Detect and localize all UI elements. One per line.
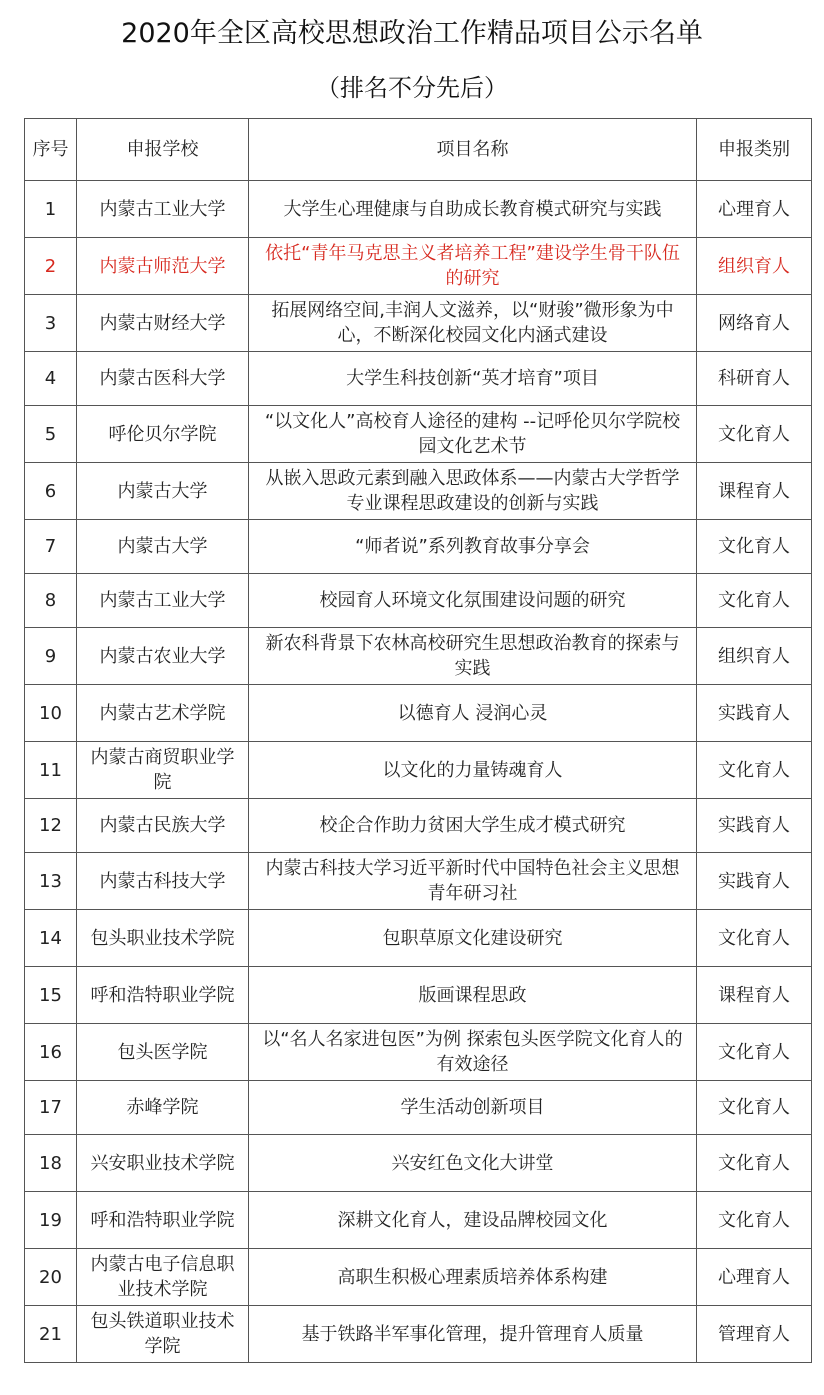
cell-category: 课程育人: [697, 463, 812, 520]
cell-school: 呼和浩特职业学院: [77, 967, 249, 1024]
cell-category: 实践育人: [697, 685, 812, 742]
cell-project: 校园育人环境文化氛围建设问题的研究: [249, 574, 697, 628]
cell-number: 13: [25, 853, 77, 910]
cell-category: 组织育人: [697, 238, 812, 295]
header-project: 项目名称: [249, 119, 697, 181]
cell-category: 文化育人: [697, 406, 812, 463]
cell-number: 14: [25, 910, 77, 967]
document-title: 2020年全区高校思想政治工作精品项目公示名单: [121, 18, 703, 49]
table-row: [25, 685, 812, 742]
cell-number: 12: [25, 799, 77, 853]
cell-project: 以“名人名家进包医”为例 探索包头医学院文化育人的有效途径: [249, 1024, 697, 1081]
cell-project: 大学生心理健康与自助成长教育模式研究与实践: [249, 181, 697, 238]
cell-project: 校企合作助力贫困大学生成才模式研究: [249, 799, 697, 853]
cell-school: 内蒙古工业大学: [77, 574, 249, 628]
cell-category: 文化育人: [697, 1024, 812, 1081]
cell-category: 网络育人: [697, 295, 812, 352]
cell-number: 16: [25, 1024, 77, 1081]
cell-school: 内蒙古大学: [77, 463, 249, 520]
cell-school: 赤峰学院: [77, 1081, 249, 1135]
cell-school: 内蒙古艺术学院: [77, 685, 249, 742]
table-row: [25, 463, 812, 520]
cell-school: 呼和浩特职业学院: [77, 1192, 249, 1249]
cell-project: 基于铁路半军事化管理，提升管理育人质量: [249, 1306, 697, 1363]
table-row: [25, 1249, 812, 1306]
cell-project: 依托“青年马克思主义者培养工程”建设学生骨干队伍的研究: [249, 238, 697, 295]
cell-project: 兴安红色文化大讲堂: [249, 1135, 697, 1192]
project-table: [24, 118, 812, 1363]
table-row: [25, 742, 812, 799]
cell-project: 以德育人 浸润心灵: [249, 685, 697, 742]
table-row: [25, 1306, 812, 1363]
cell-number: 20: [25, 1249, 77, 1306]
table-row: [25, 853, 812, 910]
cell-project: 以文化的力量铸魂育人: [249, 742, 697, 799]
table-row: [25, 406, 812, 463]
table-row: [25, 574, 812, 628]
cell-category: 课程育人: [697, 967, 812, 1024]
cell-number: 6: [25, 463, 77, 520]
cell-category: 管理育人: [697, 1306, 812, 1363]
cell-school: 兴安职业技术学院: [77, 1135, 249, 1192]
cell-category: 文化育人: [697, 910, 812, 967]
cell-school: 内蒙古医科大学: [77, 352, 249, 406]
cell-number: 2: [25, 238, 77, 295]
cell-number: 1: [25, 181, 77, 238]
cell-project: 大学生科技创新“英才培育”项目: [249, 352, 697, 406]
cell-project: 版画课程思政: [249, 967, 697, 1024]
cell-number: 3: [25, 295, 77, 352]
cell-project: 拓展网络空间,丰润人文滋养，以“财骏”微形象为中心，不断深化校园文化内涵式建设: [249, 295, 697, 352]
cell-project: 内蒙古科技大学习近平新时代中国特色社会主义思想青年研习社: [249, 853, 697, 910]
cell-category: 文化育人: [697, 574, 812, 628]
cell-school: 内蒙古工业大学: [77, 181, 249, 238]
cell-category: 文化育人: [697, 1135, 812, 1192]
table-row: [25, 910, 812, 967]
table-row: [25, 520, 812, 574]
document-subtitle: （排名不分先后）: [316, 74, 508, 102]
cell-school: 包头铁道职业技术学院: [77, 1306, 249, 1363]
table-row: [25, 295, 812, 352]
cell-school: 内蒙古农业大学: [77, 628, 249, 685]
table-row: [25, 967, 812, 1024]
cell-category: 科研育人: [697, 352, 812, 406]
table-header-row: [25, 119, 812, 181]
cell-number: 4: [25, 352, 77, 406]
cell-category: 文化育人: [697, 742, 812, 799]
cell-project: 包职草原文化建设研究: [249, 910, 697, 967]
cell-category: 文化育人: [697, 1081, 812, 1135]
cell-number: 7: [25, 520, 77, 574]
cell-category: 实践育人: [697, 799, 812, 853]
cell-school: 内蒙古大学: [77, 520, 249, 574]
table-row: [25, 1024, 812, 1081]
table-row: [25, 181, 812, 238]
cell-school: 内蒙古师范大学: [77, 238, 249, 295]
cell-number: 8: [25, 574, 77, 628]
cell-number: 21: [25, 1306, 77, 1363]
cell-number: 9: [25, 628, 77, 685]
cell-project: 学生活动创新项目: [249, 1081, 697, 1135]
table-row: [25, 1081, 812, 1135]
cell-school: 内蒙古财经大学: [77, 295, 249, 352]
header-number: 序号: [25, 119, 77, 181]
cell-project: 新农科背景下农林高校研究生思想政治教育的探索与实践: [249, 628, 697, 685]
cell-school: 呼伦贝尔学院: [77, 406, 249, 463]
header-school: 申报学校: [77, 119, 249, 181]
cell-school: 内蒙古商贸职业学院: [77, 742, 249, 799]
table-row: [25, 628, 812, 685]
cell-number: 17: [25, 1081, 77, 1135]
cell-number: 18: [25, 1135, 77, 1192]
cell-project: “师者说”系列教育故事分享会: [249, 520, 697, 574]
cell-number: 5: [25, 406, 77, 463]
table-row: [25, 1135, 812, 1192]
cell-project: “以文化人”高校育人途径的建构 --记呼伦贝尔学院校园文化艺术节: [249, 406, 697, 463]
cell-project: 从嵌入思政元素到融入思政体系——内蒙古大学哲学专业课程思政建设的创新与实践: [249, 463, 697, 520]
cell-school: 包头医学院: [77, 1024, 249, 1081]
cell-category: 心理育人: [697, 181, 812, 238]
cell-project: 高职生积极心理素质培养体系构建: [249, 1249, 697, 1306]
table-row: [25, 352, 812, 406]
cell-category: 实践育人: [697, 853, 812, 910]
table-row: [25, 1192, 812, 1249]
cell-school: 内蒙古电子信息职业技术学院: [77, 1249, 249, 1306]
cell-number: 19: [25, 1192, 77, 1249]
cell-school: 内蒙古民族大学: [77, 799, 249, 853]
cell-number: 15: [25, 967, 77, 1024]
table-body: [25, 181, 812, 1363]
cell-category: 组织育人: [697, 628, 812, 685]
cell-school: 包头职业技术学院: [77, 910, 249, 967]
table-row: [25, 799, 812, 853]
cell-number: 11: [25, 742, 77, 799]
header-category: 申报类别: [697, 119, 812, 181]
cell-number: 10: [25, 685, 77, 742]
cell-category: 文化育人: [697, 520, 812, 574]
cell-school: 内蒙古科技大学: [77, 853, 249, 910]
cell-category: 文化育人: [697, 1192, 812, 1249]
cell-category: 心理育人: [697, 1249, 812, 1306]
table-row: [25, 238, 812, 295]
cell-project: 深耕文化育人，建设品牌校园文化: [249, 1192, 697, 1249]
